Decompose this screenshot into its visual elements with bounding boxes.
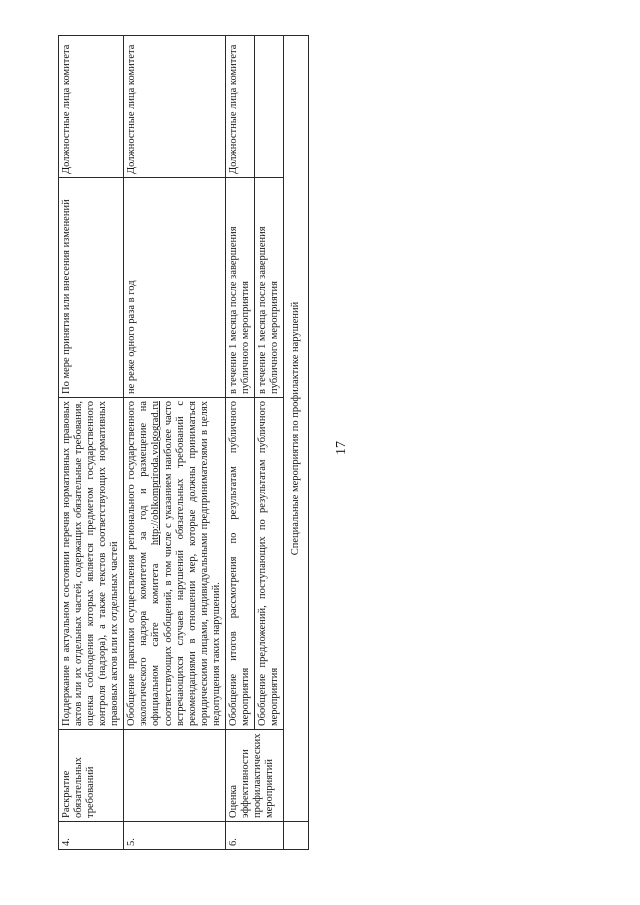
measure-responsible: Должностные лица комитета [59,36,124,178]
content-text-before-link: Обобщение практики осуществления регионального государственного экологического надзора комитетом за год и размещение на официальном сайте комитета [126,401,162,726]
row-number-empty [284,822,309,850]
measures-table [58,35,309,850]
row-number: 6. [225,822,283,850]
measure-period: в течение 1 месяца после завершения публичного мероприятия [225,178,254,398]
content-text-after-link: соответствующих обобщений, в том числе с указанием наиболее часто встречающихся случаев нарушений обязательных требований с рекомендациями в отношении мер, которые должны приниматься юридическими лицами, индивидуальными предпринимателями в целях недопущения таких нарушений. [162,401,222,726]
measure-name: Раскрытие обязательных требований [59,730,124,822]
table-row [225,36,254,850]
measure-name [124,730,226,822]
rotated-table-container [58,44,546,850]
table-row [59,36,124,850]
measure-name: Оценка эффективности профилактических мероприятий [225,730,283,822]
table-row [284,36,309,850]
website-link[interactable]: http://oblkompriroda.volgograd.ru [150,401,162,546]
page-number: 17 [334,441,349,455]
measure-responsible [254,36,283,178]
measure-content [124,398,226,730]
row-number: 5. [124,822,226,850]
section-heading: Специальные мероприятия по профилактике нарушений [284,36,309,822]
measure-responsible: Должностные лица комитета [124,36,226,178]
measure-responsible: Должностные лица комитета [225,36,254,178]
measure-content: Обобщение предложений, поступающих по результатам публичного мероприятия [254,398,283,730]
measure-content: Поддержание в актуальном состоянии перечня нормативных правовых актов или их отдельных частей, содержащих обязательные требования, оценка соблюдения которых является предметом государственного контроля (надзора), а также текстов соответствующих нормативных правовых актов или их отдельных частей [59,398,124,730]
table-row [254,36,283,850]
table-row [124,36,226,850]
measure-period: По мере принятия или внесения изменений [59,178,124,398]
measure-content: Обобщение итогов рассмотрения по результатам публичного мероприятия [225,398,254,730]
measure-period: в течение 1 месяца после завершения публичного мероприятия [254,178,283,398]
row-number: 4. [59,822,124,850]
measure-period: не реже одного раза в год [124,178,226,398]
